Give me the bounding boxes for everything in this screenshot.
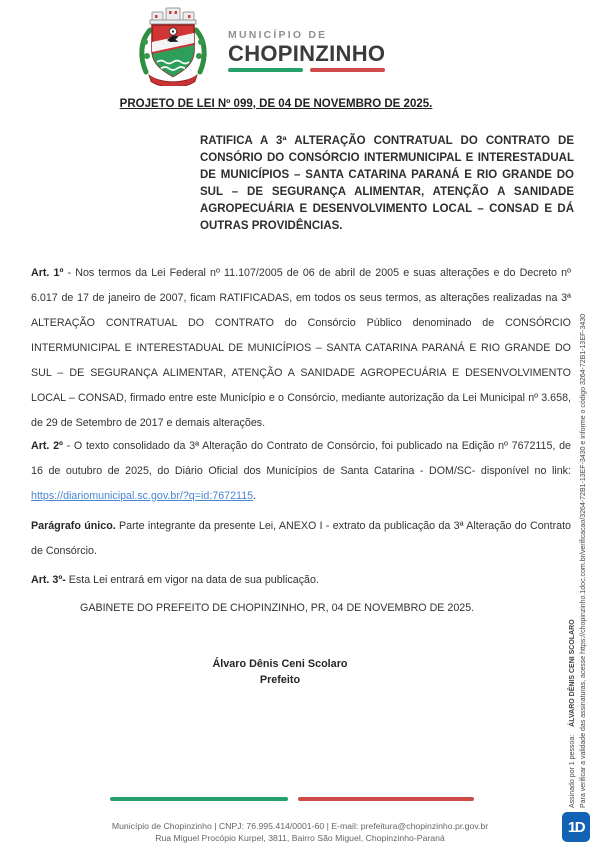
footer-red-bar <box>298 797 474 801</box>
org-name: CHOPINZINHO <box>228 41 386 66</box>
org-subtitle: MUNICÍPIO DE <box>228 29 328 41</box>
footer-green-bar <box>110 797 288 801</box>
1doc-logo-icon: 1D <box>562 812 590 842</box>
signed-by-name: ÁLVARO DÊNIS CENI SCOLARO <box>569 619 576 727</box>
document-title: PROJETO DE LEI Nº 099, DE 04 DE NOVEMBRO DE 2025. <box>119 98 433 110</box>
red-bar <box>310 68 385 72</box>
signed-by-line: Assinado por 1 pessoa:ÁLVARO DÊNIS CENI SCOLARO <box>569 619 576 808</box>
sole-paragraph-label: Parágrafo único. <box>31 519 116 532</box>
article-1 <box>31 261 571 436</box>
article-3 <box>31 568 571 593</box>
signer-name: Álvaro Dênis Ceni Scolaro <box>212 658 348 670</box>
official-gazette-link[interactable]: https://diariomunicipal.sc.gov.br/?q=id:7672115 <box>31 489 254 502</box>
signer-role: Prefeito <box>259 674 301 686</box>
signature-block <box>32 656 528 688</box>
org-accent-bars <box>228 68 385 72</box>
article-1-text: - Nos termos da Lei Federal nº 11.107/2005 de 06 de abril de 2005 e suas alterações e do Decreto nº 6.017 de 17 de janeiro de 2007, ficam RATIFICADAS, em todos os seus termos, as alterações realizadas na 3ª ALTERAÇÃO CONTRATUAL DO CONTRATO do Consórcio Público denominado de CONSÓRCIO INTERMUNICIPAL E INTERESTADUAL DE MUNICÍPIOS – SANTA CATARINA PARANÁ E RIO GRANDE DO SUL – DE SEGURANÇA ALIMENTAR, ATENÇÃO A SANIDADE AGROPECUÁRIA E DESENVOLVIMENTO LOCAL – CONSAD, firmado entre este Município e o Consórcio, mediante autorização da Lei Municipal nº 3.658, de 29 de Setembro de 2017 e demais alterações. <box>31 266 571 429</box>
green-bar <box>228 68 303 72</box>
article-2-text-end: . <box>253 489 257 502</box>
cabinet-dateline: GABINETE DO PREFEITO DE CHOPINZINHO, PR, 04 DE NOVEMBRO DE 2025. <box>80 602 475 614</box>
footer-address-line: Rua Miguel Procópio Kurpel, 3811, Bairro São Miguel, Chopinzinho-Paraná <box>155 833 445 843</box>
article-2 <box>31 434 571 509</box>
sole-paragraph <box>31 514 571 564</box>
article-1-label: Art. 1º <box>31 266 64 279</box>
article-3-text: Esta Lei entrará em vigor na data de sua publicação. <box>65 573 319 586</box>
municipality-header <box>136 6 385 86</box>
municipal-coat-of-arms-icon <box>136 6 210 86</box>
verification-line: Para verificar a validade das assinaturas, acesse https://chopinzinho.1doc.com.br/verificacao/3264-72B1-13EF-3430 e informe o código 3264-72B1-13EF-3430 <box>580 313 587 808</box>
footer <box>0 820 600 844</box>
article-3-label: Art. 3º- <box>31 573 66 586</box>
law-summary-ementa: RATIFICA A 3ª ALTERAÇÃO CONTRATUAL DO CONTRATO DE CONSÓRIO DO CONSÓRCIO INTERMUNICIPAL E INTERESTADUAL DE MUNICÍPIOS – SANTA CATARINA PARANÁ E RIO GRANDE DO SUL – DE SEGURANÇA ALIMENTAR, ATENÇÃO A SANIDADE AGROPECUÁRIA E DESENVOLVIMENTO LOCAL – CONSAD E DÁ OUTRAS PROVIDÊNCIAS. <box>200 135 574 232</box>
digital-signature-sidebar <box>567 248 589 808</box>
article-2-text: - O texto consolidado da 3ª Alteração do Contrato de Consórcio, foi publicado na Edição nº 7672115, de 16 de outubro de 2025, do Diário Oficial dos Municípios de Santa Catarina - DOM/SC- disponível no link: <box>31 439 572 477</box>
footer-contact-line: Município de Chopinzinho | CNPJ: 76.995.414/0001-60 | E-mail: prefeitura@chopinzinho.pr.gov.br <box>111 821 489 831</box>
sole-paragraph-text: Parte integrante da presente Lei, ANEXO I - extrato da publicação da 3ª Alteração do Contrato de Consórcio. <box>31 519 571 557</box>
org-titles <box>228 6 385 72</box>
article-2-label: Art. 2º <box>31 439 63 452</box>
